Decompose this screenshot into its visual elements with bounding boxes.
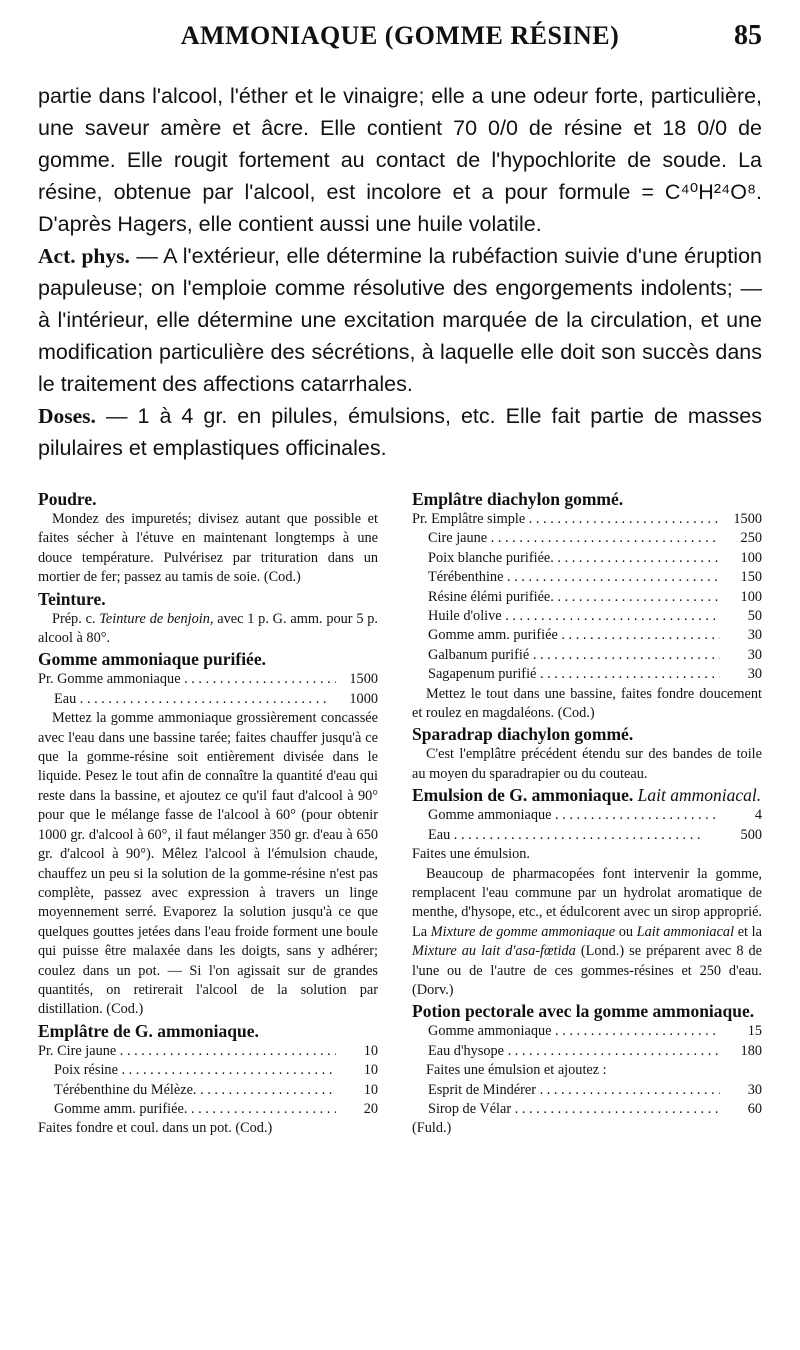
- doses-text: — 1 à 4 gr. en pilules, émulsions, etc. Elle fait partie de masses pilulaires et emplastiques officinales.: [38, 404, 762, 460]
- ingredient-qty: 500: [720, 826, 762, 845]
- emulsion-title: Emulsion de G. ammoniaque.: [412, 785, 634, 806]
- emulsion-text-2c: ou: [615, 923, 637, 940]
- ingredient-name: Résine élémi purifiée. . . .: [412, 588, 720, 607]
- ingredient-qty: 15: [720, 1022, 762, 1041]
- ingredient-name: Gomme ammoniaque . . .: [412, 1022, 720, 1041]
- right-column: [412, 488, 762, 1139]
- ingredient-qty: 1500: [720, 510, 762, 529]
- ingredient-name: Térébenthine du Mélèze. . . .: [38, 1081, 336, 1100]
- ingredient-name: Gomme ammoniaque . . .: [412, 806, 720, 825]
- emulsion-text-2d: Lait ammoniacal: [636, 923, 735, 940]
- ingredient-name: Galbanum purifié . . .: [412, 646, 720, 665]
- ingredient-qty: 60: [720, 1100, 762, 1119]
- emulsion-heading: [412, 784, 762, 806]
- ingredient-name: Pr. Gomme ammoniaque . . .: [38, 670, 336, 689]
- ingredient-name: Sirop de Vélar . . .: [412, 1100, 720, 1119]
- emplatre-text: Faites fondre et coul. dans un pot. (Cod.): [38, 1120, 273, 1137]
- ingredient-name: Gomme amm. purifiée . . .: [412, 626, 720, 645]
- running-head: [38, 0, 762, 60]
- ingredient-row: [412, 1042, 762, 1061]
- ingredient-row: [412, 529, 762, 548]
- emulsion-text-2b: Mixture de gomme ammoniaque: [430, 923, 616, 940]
- ingredient-name: Pr. Emplâtre simple . . .: [412, 510, 720, 529]
- ingredient-qty: 250: [720, 529, 762, 548]
- running-title: AMMONIAQUE (GOMME RÉSINE): [180, 21, 620, 50]
- ingredient-row: [38, 1061, 378, 1080]
- gomme-purifiee-text: Mettez la gomme ammoniaque grossièrement concassée avec l'eau dans une bassine tarée; faites chauffer jusqu'à ce que la gomme-résine soit entièrement divisée dans le liquide. Pesez le tout afin de connaître la quantité d'eau qui reste dans la bassine, et ajoutez ce qu'il faut d'alcool à 90° pour que le mélange fasse de l'alcool à 60° (pour obtenir 1000 gr. d'alcool à 60°, il faut mélanger 350 gr. d'eau à 650 gr. d'alcool à 90°). Mêlez l'alcool à l'émulsion chaude, chauffez un peu si la solution de la gomme-résine n'est pas complète, passez avec expression à travers un linge moyennement serré. Evaporez la solution jusqu'à ce que quelques gouttes jetées dans l'eau froide forment une boule qui puisse être malaxée dans les doigts, sans y adhérer; coulez dans un pot. — Si l'on agissait sur de grandes quantités, on retirerait l'alcool de la solution par distillation. (Cod.): [38, 710, 378, 1018]
- ingredient-row: [38, 1081, 378, 1100]
- ingredient-qty: 100: [720, 588, 762, 607]
- ingredient-row: [38, 670, 378, 689]
- ingredient-name: Poix blanche purifiée. . . .: [412, 549, 720, 568]
- ingredient-qty: 100: [720, 549, 762, 568]
- ingredient-row: [412, 626, 762, 645]
- ingredient-qty: 10: [336, 1042, 378, 1061]
- ingredient-row: [412, 588, 762, 607]
- gomme-purifiee-heading: Gomme ammoniaque purifiée.: [38, 649, 266, 670]
- teinture-heading: Teinture.: [38, 588, 106, 609]
- emulsion-text-2e: et la: [734, 923, 762, 940]
- ingredient-row: [412, 1081, 762, 1100]
- left-column: [38, 488, 378, 1139]
- ingredient-qty: 150: [720, 568, 762, 587]
- ingredient-name: Huile d'olive . . .: [412, 607, 720, 626]
- ingredient-qty: 50: [720, 607, 762, 626]
- ingredient-row: [412, 510, 762, 529]
- ingredient-name: Cire jaune . . .: [412, 529, 720, 548]
- ingredient-qty: 30: [720, 1081, 762, 1100]
- act-phys-label: Act. phys.: [38, 244, 130, 268]
- diachylon-heading: Emplâtre diachylon gommé.: [412, 489, 624, 509]
- ingredient-row: [38, 1100, 378, 1119]
- ingredient-qty: 10: [336, 1081, 378, 1100]
- ingredient-row: [412, 1022, 762, 1041]
- potion-heading: Potion pectorale avec la gomme ammoniaque.: [412, 1001, 755, 1022]
- intro-paragraph: partie dans l'alcool, l'éther et le vinaigre; elle a une odeur forte, particulière, une saveur amère et âcre. Elle contient 70 0/0 de résine et 18 0/0 de gomme. Elle rougit fortement au contact de l'hypochlorite de soude. La résine, obtenue par l'alcool, est incolore et a pour formule = C⁴⁰H²⁴O⁸. D'après Hagers, elle contient aussi une huile volatile.: [38, 84, 762, 236]
- act-phys-text: — A l'extérieur, elle détermine la rubéfaction suivie d'une éruption papuleuse; on l'emploie comme résolutive des engorgements indolents; — à l'intérieur, elle détermine une excitation marquée de la circulation, et une modification particulière des sécrétions, à laquelle elle doit son succès dans le traitement des affections catarrhales.: [38, 244, 762, 396]
- ingredient-qty: 4: [720, 806, 762, 825]
- act-phys-paragraph: [38, 240, 762, 400]
- ingredient-row: [38, 1042, 378, 1061]
- sparadrap-heading: Sparadrap diachylon gommé.: [412, 724, 634, 745]
- ingredient-row: [412, 607, 762, 626]
- ingredient-row: [412, 1100, 762, 1119]
- emulsion-subtitle: Lait ammoniacal.: [637, 785, 762, 806]
- ingredient-name: Eau . . .: [412, 826, 720, 845]
- ingredient-row: [412, 646, 762, 665]
- ingredient-qty: 10: [336, 1061, 378, 1080]
- poudre-text: Mondez des impuretés; divisez autant que possible et faites sécher à l'étuve en maintenant longtemps à une douce température. Pulvérisez par trituration dans un mortier de fer; passez au tamis de soie. (Cod.): [38, 511, 378, 586]
- potion-text: Faites une émulsion et ajoutez :: [426, 1062, 607, 1079]
- ingredient-name: Eau . . .: [38, 690, 336, 709]
- ingredient-name: Térébenthine . . .: [412, 568, 720, 587]
- emulsion-text-2f: Mixture au lait d'asa-fœtida: [412, 943, 576, 960]
- ingredient-qty: 1000: [336, 690, 378, 709]
- doses-label: Doses.: [38, 404, 96, 428]
- ingredient-row: [412, 826, 762, 845]
- doses-paragraph: [38, 400, 762, 464]
- ingredient-qty: 20: [336, 1100, 378, 1119]
- emulsion-text-2g: (Lond.) se préparent avec 8 de l'une ou de l'autre de ces gommes-résines et 250 d'eau. (Dorv.): [412, 943, 762, 998]
- teinture-text: [38, 610, 378, 649]
- recipe-columns: [38, 488, 762, 1139]
- teinture-text-a: Prép. c.: [52, 610, 100, 627]
- emplatre-heading: Emplâtre de G. ammoniaque.: [38, 1020, 259, 1041]
- teinture-text-c: avec 1 p. G. amm. pour 5 p. alcool à 80°.: [38, 610, 378, 647]
- ingredient-row: [412, 568, 762, 587]
- poudre-heading: Poudre.: [38, 489, 97, 509]
- emulsion-text-2: [412, 865, 762, 1001]
- intro-text: [38, 80, 762, 464]
- ingredient-qty: 30: [720, 646, 762, 665]
- sparadrap-text: C'est l'emplâtre précédent étendu sur des bandes de toile au moyen du sparadrapier ou du couteau.: [412, 746, 762, 782]
- ingredient-row: [412, 549, 762, 568]
- ingredient-qty: 30: [720, 626, 762, 645]
- page-number: 85: [734, 20, 762, 51]
- diachylon-text: Mettez le tout dans une bassine, faites fondre doucement et roulez en magdaléons. (Cod.): [412, 685, 762, 722]
- ingredient-name: Esprit de Mindérer . . .: [412, 1081, 720, 1100]
- ingredient-qty: 1500: [336, 670, 378, 689]
- ingredient-name: Poix résine . . .: [38, 1061, 336, 1080]
- ingredient-name: Pr. Cire jaune . . .: [38, 1042, 336, 1061]
- ingredient-name: Eau d'hysope . . .: [412, 1042, 720, 1061]
- ingredient-qty: 30: [720, 665, 762, 684]
- ingredient-name: Gomme amm. purifiée. . . .: [38, 1100, 336, 1119]
- emulsion-text-2a: Beaucoup de pharmacopées font intervenir la gomme, remplacent l'eau commune par un hydrolat aromatique de menthe, d'hysope, etc., et édulcorent avec un sirop approprié. La: [412, 865, 762, 940]
- teinture-text-b: Teinture de benjoin,: [99, 610, 214, 627]
- ingredient-row: [412, 665, 762, 684]
- ingredient-row: [412, 806, 762, 825]
- potion-source: (Fuld.): [412, 1120, 452, 1137]
- ingredient-qty: 180: [720, 1042, 762, 1061]
- ingredient-row: [38, 690, 378, 709]
- ingredient-name: Sagapenum purifié . . .: [412, 665, 720, 684]
- emulsion-text-1: Faites une émulsion.: [412, 846, 530, 863]
